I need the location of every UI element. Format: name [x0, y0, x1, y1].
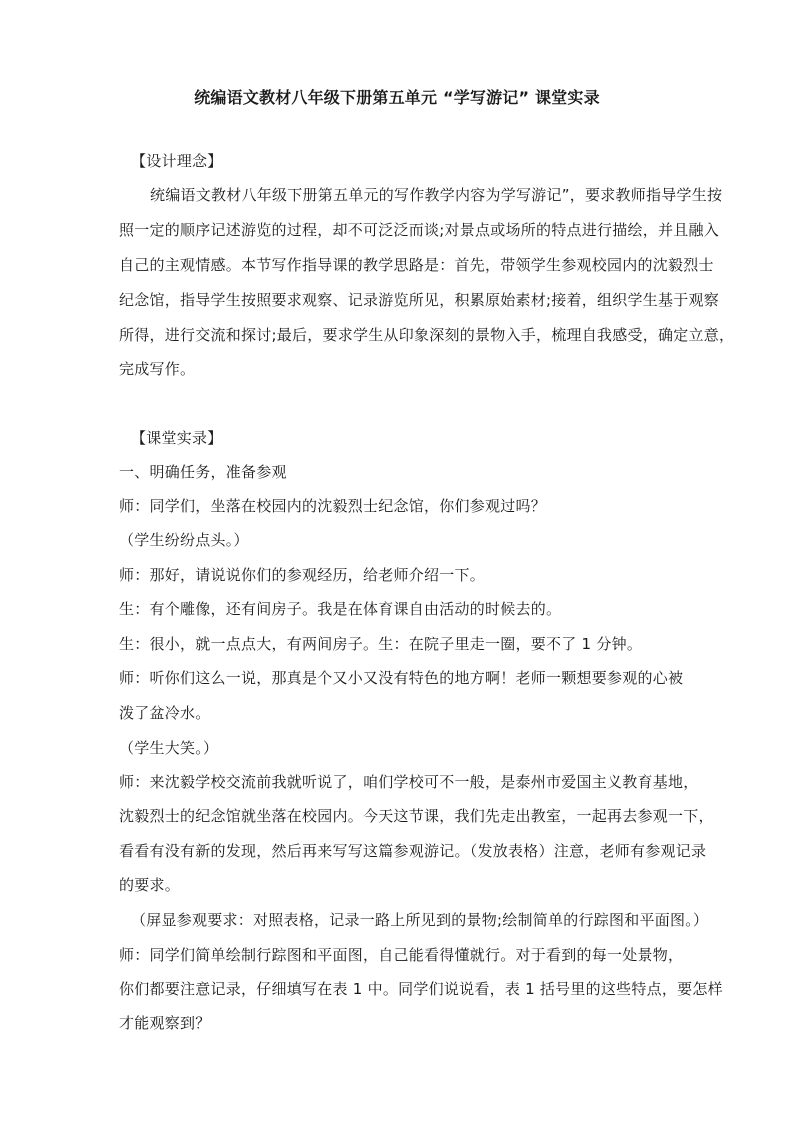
dialogue-line: 师：那好，请说说你们的参观经历，给老师介绍一下。 [119, 566, 486, 584]
dialogue-line: （屏显参观要求：对照表格，记录一路上所见到的景物;绘制简单的行踪图和平面图。） [131, 911, 709, 929]
dialogue-line: 沈毅烈士的纪念馆就坐落在校园内。今天这节课，我们先走出教室，一起再去参观一下， [119, 807, 714, 825]
paragraph-line: 照一定的顺序记述游览的过程，却不可泛泛而谈;对景点或场所的特点进行描绘，并且融入 [119, 221, 720, 239]
paragraph-line: 自己的主观情感。本节写作指导课的教学思路是：首先，带领学生参观校园内的沈毅烈士 [119, 256, 714, 274]
dialogue-line: 的要求。 [119, 876, 181, 894]
paragraph-line: 统编语文教材八年级下册第五单元的写作教学内容为学写游记”，要求教师指导学生按 [150, 186, 723, 204]
dialogue-line: 师：来沈毅学校交流前我就听说了，咱们学校可不一般，是泰州市爱国主义教育基地， [119, 773, 699, 791]
dialogue-line: 看看有没有新的发现，然后再来写写这篇参观游记。（发放表格）注意，老师有参观记录 [119, 842, 707, 860]
document-title: 统编语文教材八年级下册第五单元 “学写游记” 课堂实录 [194, 88, 600, 107]
dialogue-line: 师：听你们这么一说，那真是个又小又没有特色的地方啊！老师一颗想要参观的心被 [119, 669, 684, 687]
dialogue-line: 泼了盆冷水。 [119, 704, 211, 722]
paragraph-line: 完成写作。 [119, 360, 196, 378]
dialogue-line: 生：有个雕像，还有间房子。我是在体育课自由活动的时候去的。 [119, 600, 562, 618]
section-heading-record: 【课堂实录】 [131, 429, 223, 447]
paragraph-line: 所得，进行交流和探讨;最后，要求学生从印象深刻的景物入手，梳理自我感受，确定立意， [119, 326, 735, 344]
subsection-heading: 一、明确任务，准备参观 [119, 463, 287, 481]
section-heading-design: 【设计理念】 [131, 152, 223, 170]
dialogue-line: 师：同学们简单绘制行踪图和平面图，自己能看得懂就行。对于看到的每一处景物， [119, 946, 684, 964]
dialogue-line: （学生大笑。） [119, 739, 219, 757]
paragraph-line: 纪念馆，指导学生按照要求观察、记录游览所见，积累原始素材;接着，组织学生基于观察 [119, 291, 720, 309]
dialogue-line: 生：很小，就一点点大，有两间房子。生：在院子里走一圈，要不了 1 分钟。 [119, 635, 643, 653]
dialogue-line: 你们都要注意记录，仔细填写在表 1 中。同学们说说看，表 1 括号里的这些特点，要怎样 [119, 980, 723, 998]
dialogue-line: 才能观察到？ [119, 1014, 211, 1032]
dialogue-line: （学生纷纷点头。） [119, 531, 249, 549]
dialogue-line: 师：同学们，坐落在校园内的沈毅烈士纪念馆，你们参观过吗？ [119, 497, 547, 515]
